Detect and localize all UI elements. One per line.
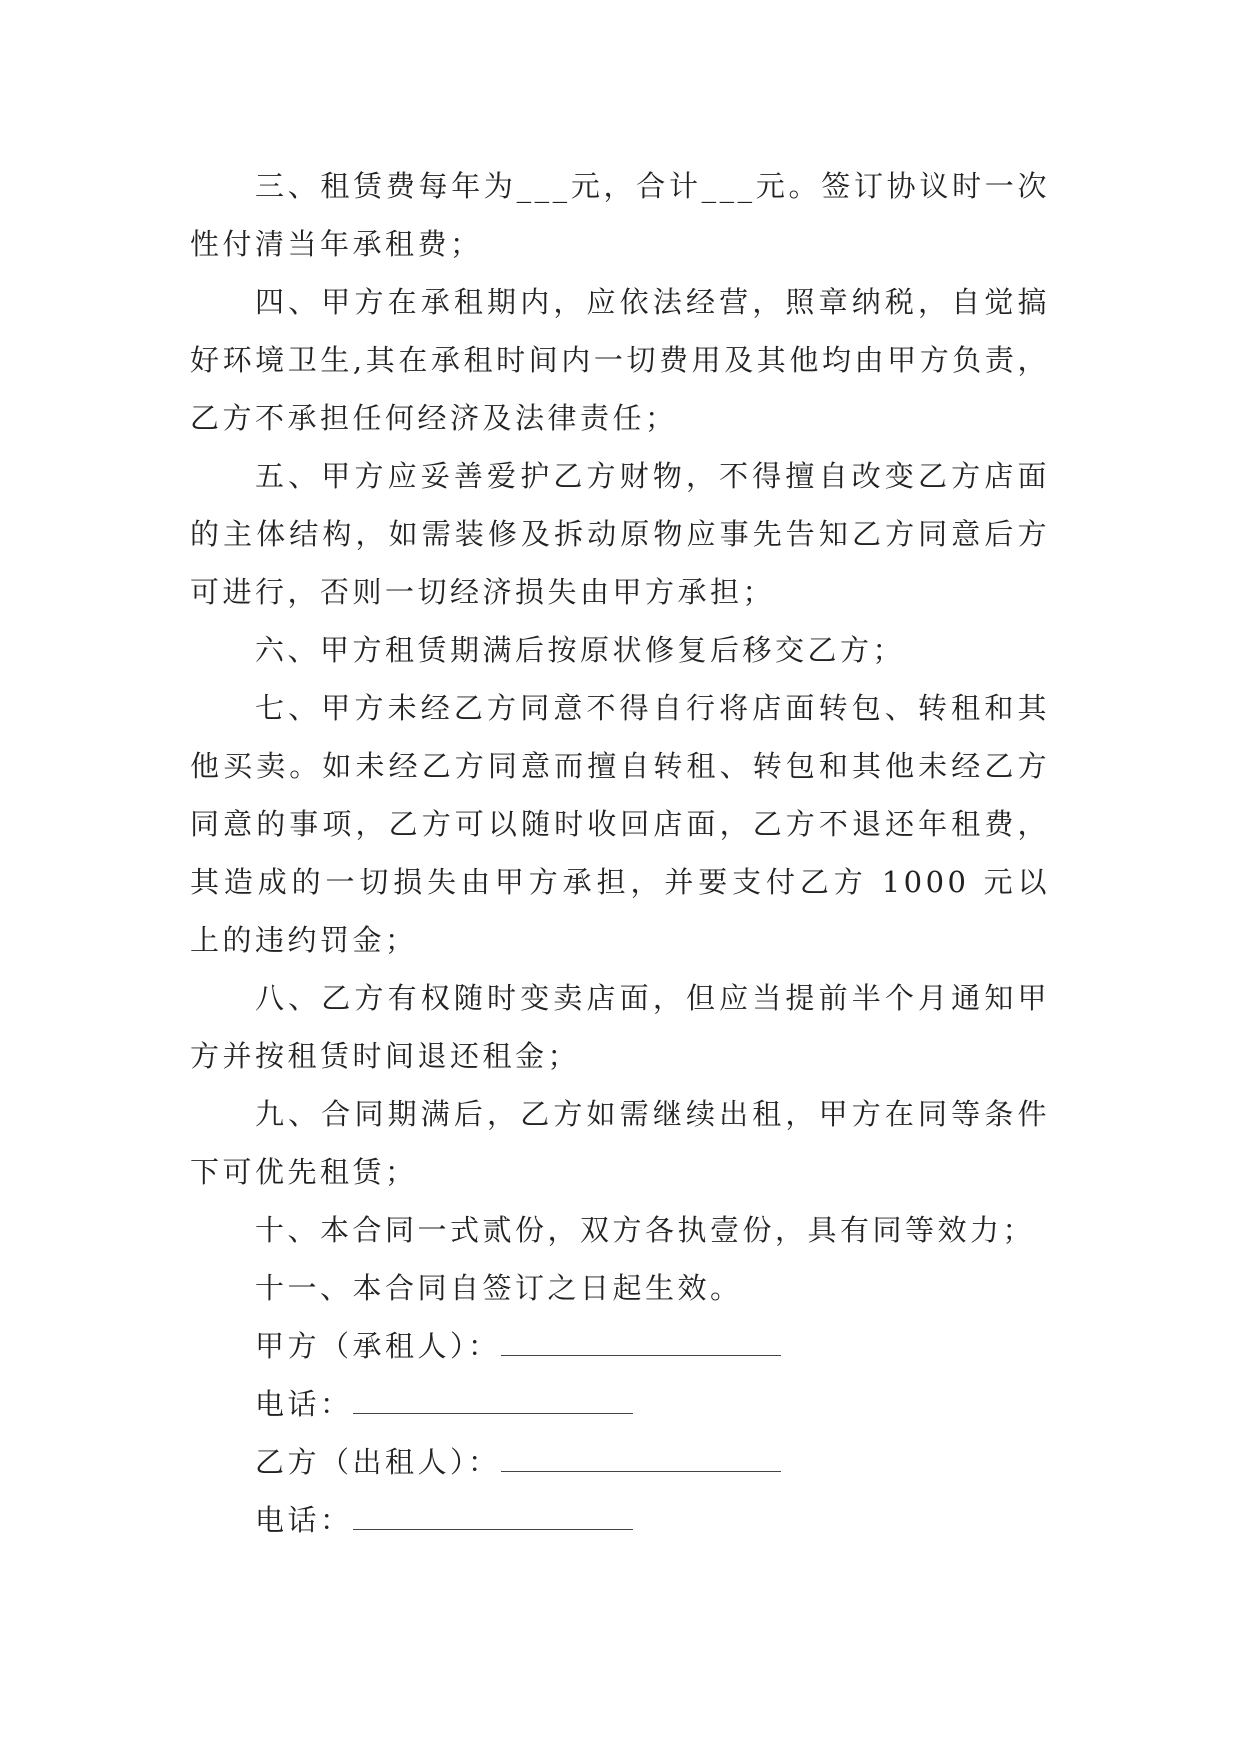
party-a-phone-line bbox=[190, 1375, 1050, 1433]
party-a-phone-field[interactable] bbox=[353, 1389, 633, 1414]
clause-6: 六、甲方租赁期满后按原状修复后移交乙方； bbox=[255, 633, 906, 667]
party-b-name-field[interactable] bbox=[501, 1447, 781, 1472]
party-b-phone-line bbox=[190, 1491, 1050, 1549]
party-b-label: 乙方（出租人）： bbox=[255, 1445, 501, 1479]
clause-10: 十、本合同一式贰份，双方各执壹份，具有同等效力； bbox=[255, 1213, 1036, 1247]
party-b-signature-line bbox=[190, 1433, 1050, 1491]
party-a-name-field[interactable] bbox=[501, 1331, 781, 1356]
party-a-phone-label: 电话： bbox=[255, 1387, 353, 1421]
clause-3: 三、租赁费每年为___元，合计___元。签订协议时一次性付清当年承租费； bbox=[190, 169, 1050, 261]
clause-9: 九、合同期满后，乙方如需继续出租，甲方在同等条件下可优先租赁； bbox=[190, 1097, 1050, 1189]
contract-body bbox=[190, 157, 1050, 1549]
clause-7: 七、甲方未经乙方同意不得自行将店面转包、转租和其他买卖。如未经乙方同意而擅自转租、转包和其他未经乙方同意的事项，乙方可以随时收回店面，乙方不退还年租费，其造成的一切损失由甲方承担，并要支付乙方 1000 元以上的违约罚金； bbox=[190, 691, 1050, 957]
party-b-phone-field[interactable] bbox=[353, 1505, 633, 1530]
clause-4: 四、甲方在承租期内，应依法经营，照章纳税，自觉搞好环境卫生,其在承租时间内一切费用及其他均由甲方负责，乙方不承担任何经济及法律责任； bbox=[190, 285, 1050, 435]
party-a-signature-line bbox=[190, 1317, 1050, 1375]
clause-11: 十一、本合同自签订之日起生效。 bbox=[255, 1271, 743, 1305]
party-b-phone-label: 电话： bbox=[255, 1503, 353, 1537]
clause-5: 五、甲方应妥善爱护乙方财物，不得擅自改变乙方店面的主体结构，如需装修及拆动原物应事先告知乙方同意后方可进行，否则一切经济损失由甲方承担； bbox=[190, 459, 1050, 609]
party-a-label: 甲方（承租人）： bbox=[255, 1329, 501, 1363]
clause-8: 八、乙方有权随时变卖店面，但应当提前半个月通知甲方并按租赁时间退还租金； bbox=[190, 981, 1050, 1073]
